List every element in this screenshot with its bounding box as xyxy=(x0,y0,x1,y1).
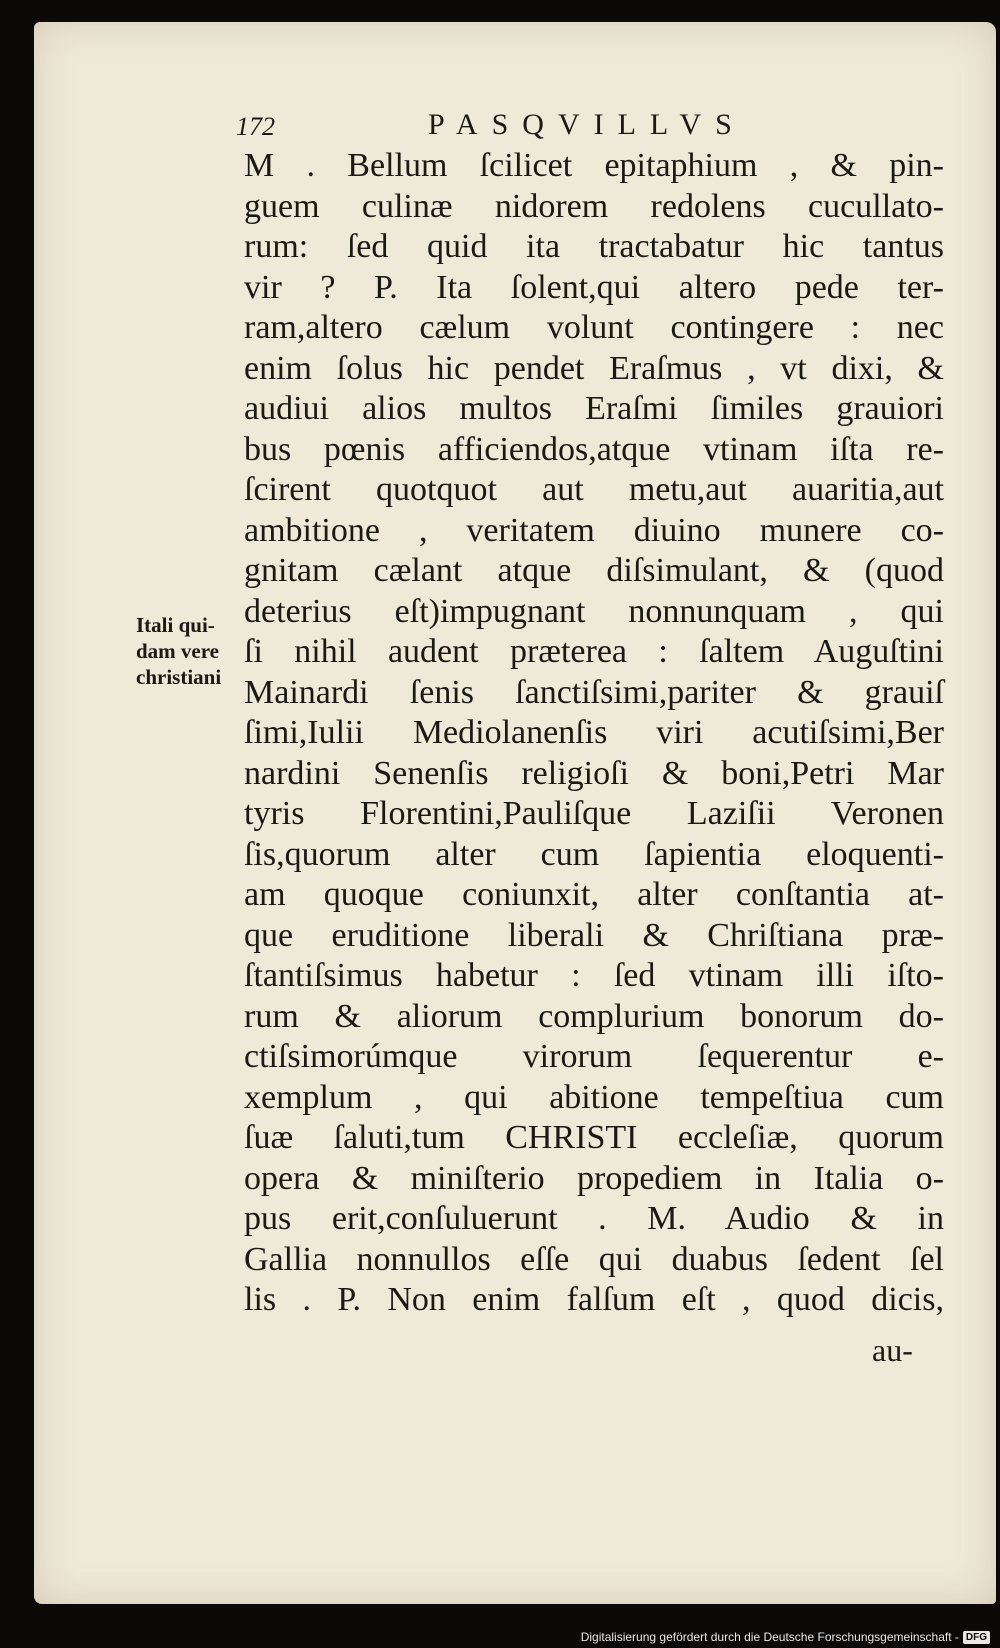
text-line: ſimi,Iulii Mediolanenſis viri acutiſsimi,Ber xyxy=(244,714,944,751)
dfg-logo: DFG xyxy=(963,1631,990,1644)
text-line: ſcirent quotquot aut metu,aut auaritia,aut xyxy=(244,471,944,508)
marginal-note-line: christiani xyxy=(136,665,222,689)
page-header xyxy=(0,108,1000,144)
digitization-credit xyxy=(581,1630,990,1644)
text-line: gnitam cælant atque diſsimulant, & (quod xyxy=(244,552,944,589)
text-line: ſtantiſsimus habetur : ſed vtinam illi iſto- xyxy=(244,957,944,994)
text-line: opera & miniſterio propediem in Italia o- xyxy=(244,1159,944,1197)
text-line: lis . P. Non enim falſum eſt , quod dicis, xyxy=(244,1281,944,1318)
text-line: audiui alios multos Eraſmi ſimiles grauiori xyxy=(244,390,944,427)
text-line: ſi nihil audent præterea : ſaltem Auguſtini xyxy=(244,633,944,670)
page-number: 172 xyxy=(236,112,275,141)
text-line: guem culinæ nidorem redolens cucullato- xyxy=(244,187,944,225)
text-line: pus erit,conſuluerunt . M. Audio & in xyxy=(244,1200,944,1237)
credit-text: Digitalisierung gefördert durch die Deutsche Forschungsgemeinschaft - xyxy=(580,1630,959,1644)
text-line: rum & aliorum complurium bonorum do- xyxy=(244,997,944,1035)
marginal-note-line: dam vere xyxy=(136,639,220,663)
text-line: rum: ſed quid ita tractabatur hic tantus xyxy=(244,228,944,265)
text-line: bus pœnis afficiendos,atque vtinam iſta re- xyxy=(244,430,944,468)
catchword: au- xyxy=(872,1332,913,1368)
body-text xyxy=(244,146,944,1321)
text-line: ctiſsimorúmque virorum ſequerentur e- xyxy=(244,1038,944,1075)
text-line: xemplum , qui abitione tempeſtiua cum xyxy=(244,1078,944,1116)
marginal-note xyxy=(136,612,256,690)
text-line: am quoque coniunxit, alter conſtantia at- xyxy=(244,876,944,913)
text-line: tyris Florentini,Pauliſque Laziſii Veronen xyxy=(244,795,944,832)
text-line: enim ſolus hic pendet Eraſmus , vt dixi, & xyxy=(244,349,944,387)
text-line: vir ? P. Ita ſolent,qui altero pede ter- xyxy=(244,268,944,306)
text-line: ram,altero cælum volunt contingere : nec xyxy=(244,309,944,346)
running-title: PASQVILLVS xyxy=(428,108,746,141)
text-line: M . Bellum ſcilicet epitaphium , & pin- xyxy=(244,147,944,184)
text-line: Mainardi ſenis ſanctiſsimi,pariter & grauiſ xyxy=(244,673,944,711)
text-line: ſuæ ſaluti,tum CHRISTI eccleſiæ, quorum xyxy=(244,1119,944,1156)
text-line: deterius eſt)impugnant nonnunquam , qui xyxy=(244,592,944,630)
text-line: que eruditione liberali & Chriſtiana præ- xyxy=(244,916,944,954)
text-line: nardini Senenſis religioſi & boni,Petri Mar xyxy=(244,754,944,792)
text-line: ſis,quorum alter cum ſapientia eloquenti- xyxy=(244,835,944,873)
text-line: Gallia nonnullos eſſe qui duabus ſedent ſel xyxy=(244,1240,944,1278)
marginal-note-line: Itali qui- xyxy=(136,613,215,637)
text-line: ambitione , veritatem diuino munere co- xyxy=(244,511,944,549)
